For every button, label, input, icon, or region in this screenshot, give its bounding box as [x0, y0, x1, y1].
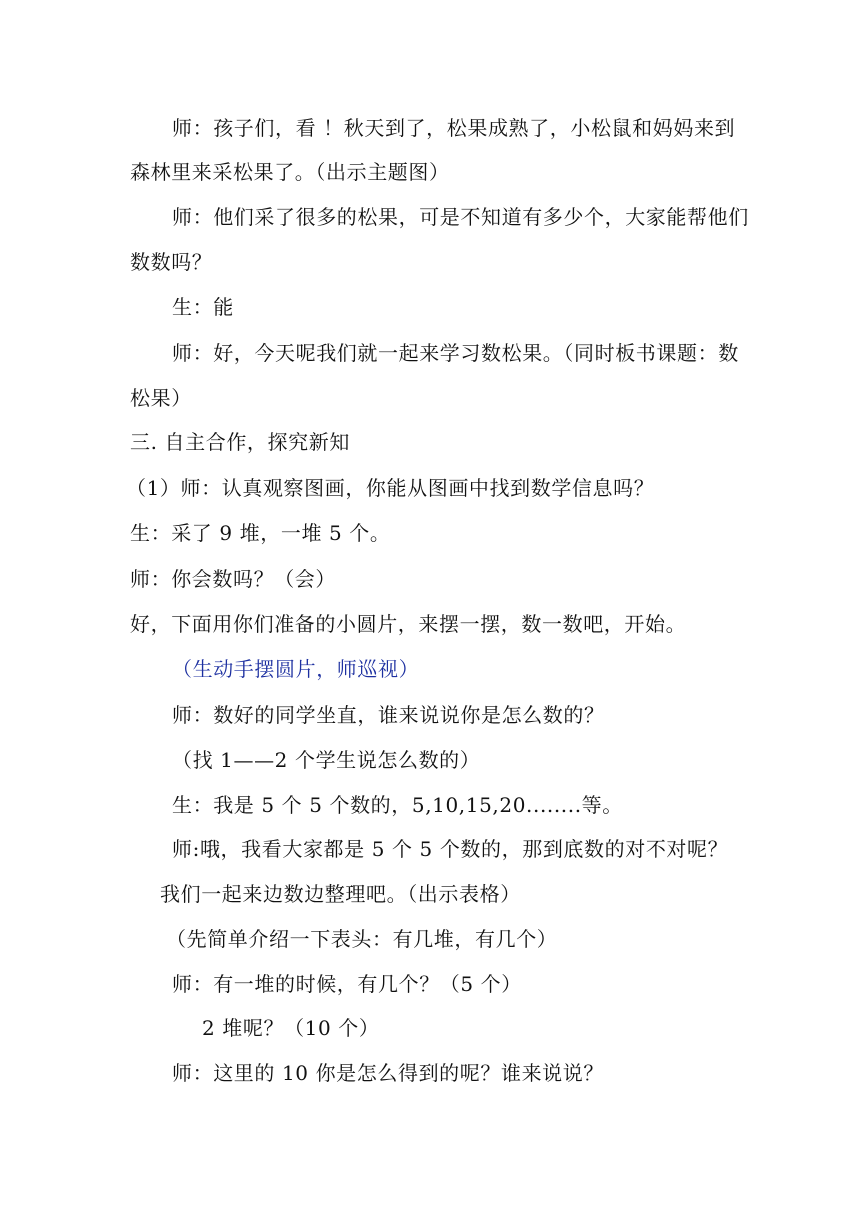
paragraph-line-4: 数数吗？ — [130, 250, 213, 274]
paragraph-line-17: 师:哦，我看大家都是 5 个 5 个数的，那到底数的对不对呢？ — [172, 837, 729, 861]
paragraph-line-10: 生：采了 9 堆，一堆 5 个。 — [130, 521, 391, 545]
paragraph-line-2: 森林里来采松果了。（出示主题图） — [130, 160, 450, 184]
paragraph-line-6: 师：好，今天呢我们就一起来学习数松果。（同时板书课题：数 — [172, 341, 739, 365]
paragraph-line-15: （找 1——2 个学生说怎么数的） — [172, 748, 481, 772]
paragraph-line-11: 师：你会数吗？（会） — [130, 567, 336, 591]
paragraph-line-20: 师：有一堆的时候，有几个？（5 个） — [172, 972, 522, 996]
paragraph-line-16: 生：我是 5 个 5 个数的，5,10,15,20........等。 — [172, 793, 623, 817]
paragraph-line-14: 师：数好的同学坐直，谁来说说你是怎么数的？ — [172, 703, 605, 727]
paragraph-line-5: 生：能 — [172, 295, 234, 319]
paragraph-line-9: （1）师：认真观察图画，你能从图画中找到数学信息吗？ — [126, 476, 655, 500]
paragraph-line-21: 2 堆呢？（10 个） — [202, 1016, 380, 1040]
paragraph-line-18: 我们一起来边数边整理吧。（出示表格） — [160, 882, 521, 906]
paragraph-line-19: （先简单介绍一下表头：有几堆，有几个） — [166, 927, 558, 951]
stage-direction-line: （生动手摆圆片，师巡视） — [172, 657, 420, 681]
paragraph-line-22: 师：这里的 10 你是怎么得到的呢？谁来说说？ — [172, 1061, 604, 1085]
paragraph-line-3: 师：他们采了很多的松果，可是不知道有多少个，大家能帮他们 — [172, 205, 749, 229]
paragraph-line-12: 好，下面用你们准备的小圆片，来摆一摆，数一数吧，开始。 — [130, 612, 687, 636]
paragraph-line-1: 师：孩子们，看 ！秋天到了，松果成熟了，小松鼠和妈妈来到 — [172, 116, 736, 140]
paragraph-line-7: 松果） — [130, 386, 192, 410]
section-heading: 三. 自主合作，探究新知 — [130, 430, 350, 454]
